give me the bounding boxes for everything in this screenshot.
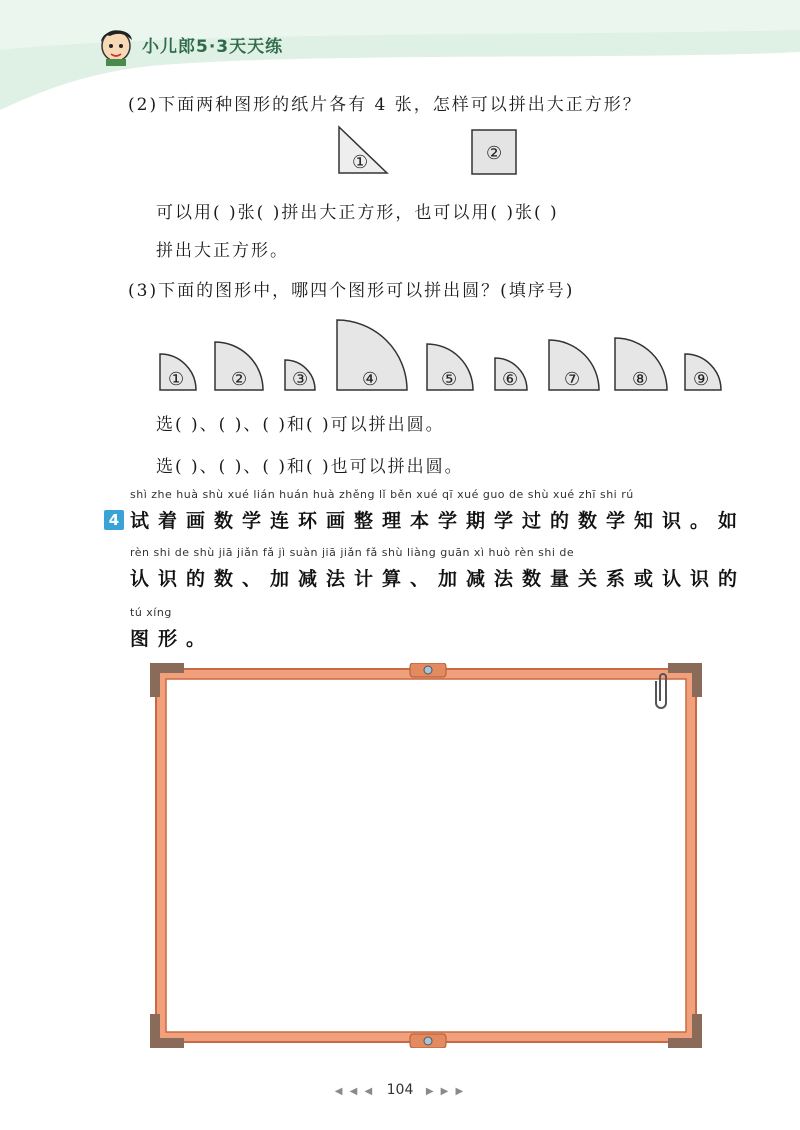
sector-label-6: ⑥	[502, 369, 519, 390]
brand-title: 小儿郎5·3天天练	[142, 37, 284, 57]
sector-label-7: ⑦	[564, 369, 581, 390]
question-2-answer-line-1: 可以用( )张( )拼出大正方形，也可以用( )张( )	[156, 203, 559, 223]
boy-mascot-icon	[96, 22, 136, 66]
question-4-text-line-2: 认识的数、加减法计算、加减法数量关系或认识的	[130, 568, 747, 590]
question-3-answer-line-1: 选( )、( )、( )和( )可以拼出圆。	[156, 415, 445, 435]
question-2-answer-line-2: 拼出大正方形。	[156, 241, 289, 261]
sector-label-1: ①	[168, 369, 185, 390]
question-3-title: (3)下面的图形中，哪四个图形可以拼出圆？(填序号)	[128, 281, 575, 301]
sector-label-2: ②	[231, 369, 248, 390]
next-arrows-icon: ▶ ▶ ▶	[425, 1086, 466, 1097]
sector-label-5: ⑤	[441, 369, 458, 390]
sector-label-4: ④	[362, 369, 379, 390]
sector-label-9: ⑨	[693, 369, 710, 390]
square-shape-2	[470, 128, 518, 176]
question-4-text-line-1: 试着画数学连环画整理本学期学过的数学知识。如	[130, 510, 747, 532]
question-4-text-line-3: 图形。	[130, 628, 215, 650]
sector-label-8: ⑧	[632, 369, 649, 390]
triangle-shape-1	[336, 124, 390, 176]
question-3-answer-line-2: 选( )、( )、( )和( )也可以拼出圆。	[156, 457, 464, 477]
triangle-label: ①	[352, 152, 369, 173]
drawing-board[interactable]	[150, 663, 702, 1048]
question-4-pinyin-line-2: rèn shi de shù jiā jiǎn fǎ jì suàn jiā jiǎn fǎ shù liàng guān xì huò rèn shi de	[130, 546, 575, 559]
square-label: ②	[486, 143, 503, 164]
sector-label-3: ③	[292, 369, 309, 390]
page-number: 104	[386, 1082, 414, 1098]
question-4-pinyin-line-1: shì zhe huà shù xué lián huán huà zhěng lǐ běn xué qī xué guo de shù xué zhī shi rú	[130, 488, 634, 501]
page-footer	[0, 1082, 800, 1098]
quarter-circle-shapes	[155, 312, 725, 394]
prev-arrows-icon: ◀ ◀ ◀	[334, 1086, 375, 1097]
question-2-title: (2)下面两种图形的纸片各有 4 张，怎样可以拼出大正方形？	[128, 95, 642, 115]
question-4-pinyin-line-3: tú xíng	[130, 606, 172, 619]
question-4-number-badge: 4	[104, 510, 124, 530]
